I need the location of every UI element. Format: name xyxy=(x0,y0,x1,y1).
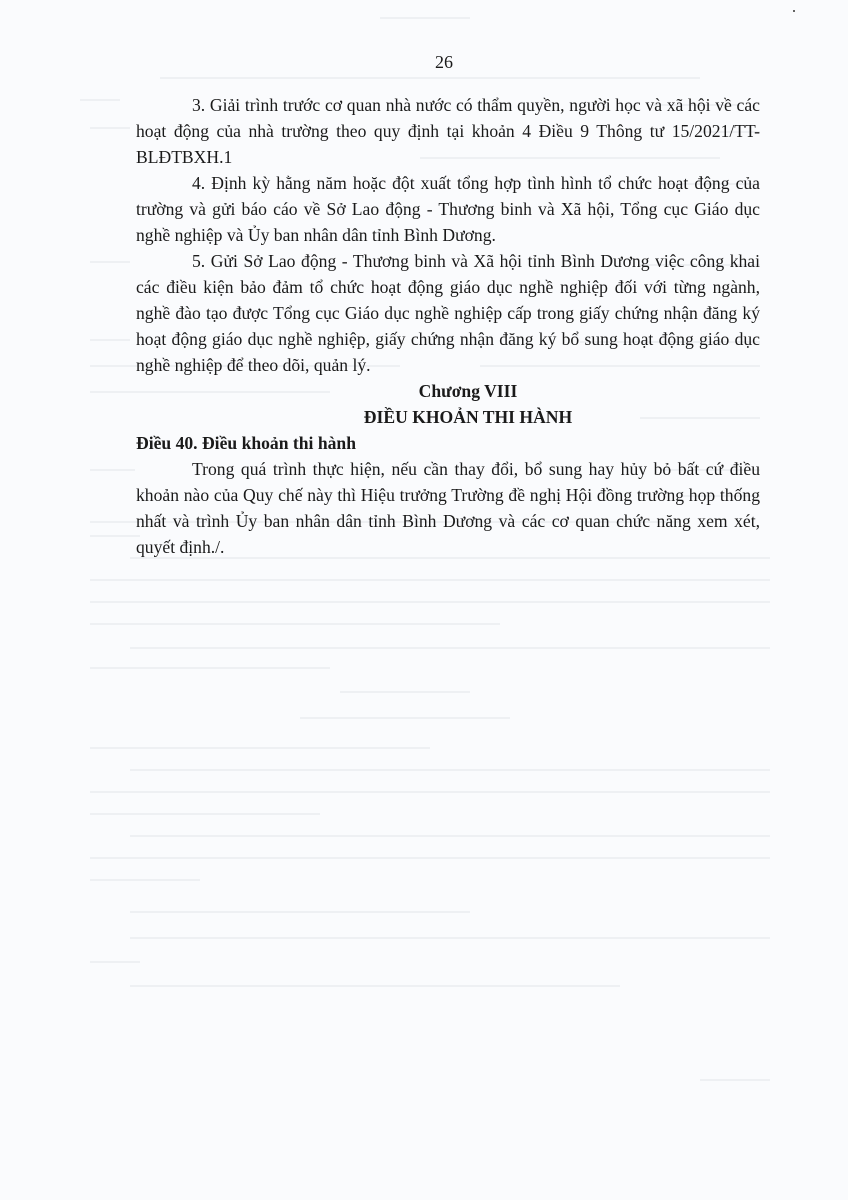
chapter-number: Chương VIII xyxy=(418,381,518,401)
article-body: Trong quá trình thực hiện, nếu cần thay đổi, bổ sung hay hủy bỏ bất cứ điều khoản nào của Quy chế này thì Hiệu trưởng Trường đề nghị Hội đồng trường họp thống nhất và trình Ủy ban nhân dân tỉnh Bình Dương và các cơ quan chức năng xem xét, quyết định./. xyxy=(136,459,760,557)
scan-speck xyxy=(793,10,795,12)
document-body xyxy=(136,92,760,560)
paragraph-item-4: 4. Định kỳ hằng năm hoặc đột xuất tổng hợp tình hình tổ chức hoạt động của trường và gửi báo cáo về Sở Lao động - Thương binh và Xã hội, Tổng cục Giáo dục nghề nghiệp và Ủy ban nhân dân tỉnh Bình Dương. xyxy=(136,173,760,245)
paragraph-item-3: 3. Giải trình trước cơ quan nhà nước có thẩm quyền, người học và xã hội về các hoạt động của nhà trường theo quy định tại khoản 4 Điều 9 Thông tư 15/2021/TT-BLĐTBXH.1 xyxy=(136,95,760,167)
chapter-title: ĐIỀU KHOẢN THI HÀNH xyxy=(363,407,573,427)
paragraph-item-5: 5. Gửi Sở Lao động - Thương binh và Xã hội tỉnh Bình Dương việc công khai các điều kiện bảo đảm tổ chức hoạt động giáo dục nghề nghiệp đối với từng ngành, nghề đào tạo được Tổng cục Giáo dục nghề nghiệp cấp trong giấy chứng nhận đăng ký hoạt động giáo dục nghề nghiệp, giấy chứng nhận đăng ký bổ sung hoạt động giáo dục nghề nghiệp để theo dõi, quản lý. xyxy=(136,251,760,375)
article-title: Điều 40. Điều khoản thi hành xyxy=(136,433,356,453)
page-number: 26 xyxy=(435,52,453,72)
